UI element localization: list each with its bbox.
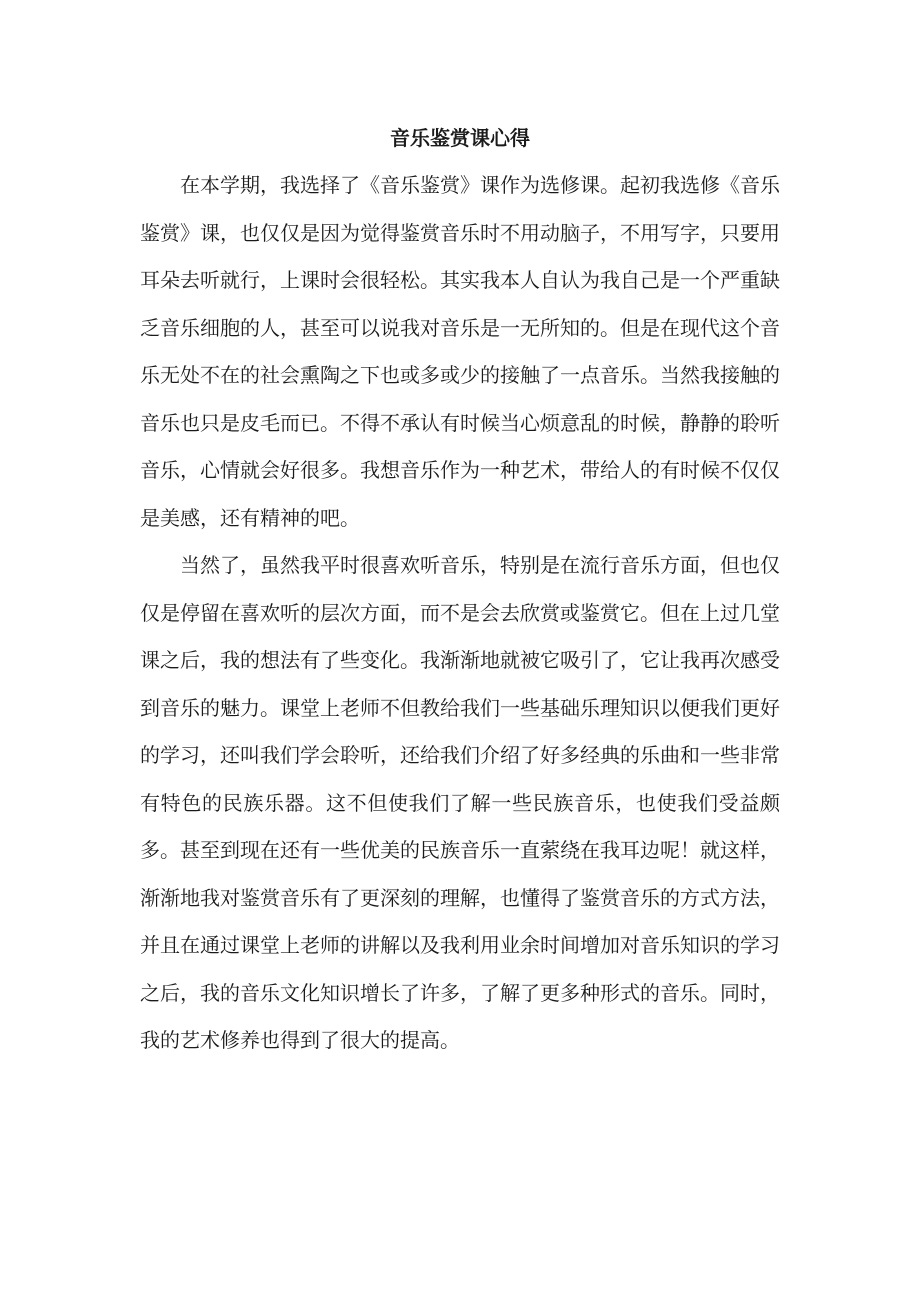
document-body [140, 162, 780, 1065]
document-title: 音乐鉴赏课心得 [390, 126, 530, 150]
paragraph-1: 在本学期，我选择了《音乐鉴赏》课作为选修课。起初我选修《音乐鉴赏》课，也仅仅是因为觉得鉴赏音乐时不用动脑子，不用写字，只要用耳朵去听就行，上课时会很轻松。其实我本人自认为我自己是一个严重缺乏音乐细胞的人，甚至可以说我对音乐是一无所知的。但是在现代这个音乐无处不在的社会熏陶之下也或多或少的接触了一点音乐。当然我接触的音乐也只是皮毛而已。不得不承认有时候当心烦意乱的时候，静静的聆听音乐，心情就会好很多。我想音乐作为一种艺术，带给人的有时候不仅仅是美感，还有精神的吧。 [140, 173, 780, 530]
paragraph-2: 当然了，虽然我平时很喜欢听音乐，特别是在流行音乐方面，但也仅仅是停留在喜欢听的层次方面，而不是会去欣赏或鉴赏它。但在上过几堂课之后，我的想法有了些变化。我渐渐地就被它吸引了，它让我再次感受到音乐的魅力。课堂上老师不但教给我们一些基础乐理知识以便我们更好的学习，还叫我们学会聆听，还给我们介绍了好多经典的乐曲和一些非常有特色的民族乐器。这不但使我们了解一些民族音乐，也使我们受益颇多。甚至到现在还有一些优美的民族音乐一直萦绕在我耳边呢！就这样，渐渐地我对鉴赏音乐有了更深刻的理解，也懂得了鉴赏音乐的方式方法，并且在通过课堂上老师的讲解以及我利用业余时间增加对音乐知识的学习之后，我的音乐文化知识增长了许多，了解了更多种形式的音乐。同时，我的艺术修养也得到了很大的提高。 [140, 553, 780, 1052]
